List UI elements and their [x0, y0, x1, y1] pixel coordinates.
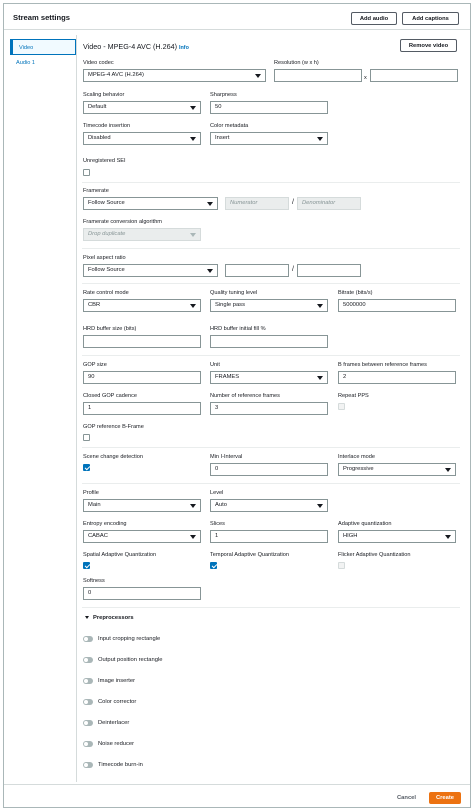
scaling-behavior-select[interactable]: [83, 101, 201, 114]
framerate-select[interactable]: [83, 197, 218, 210]
framerate-conversion-label: Framerate conversion algorithm: [83, 219, 162, 225]
pixel-aspect-ratio-value: Follow Source: [88, 267, 125, 273]
temporal-aq-label: Temporal Adaptive Quantization: [210, 552, 289, 558]
chevron-down-icon: [190, 504, 196, 508]
gop-size-input[interactable]: 90: [83, 371, 201, 384]
quality-tuning-level-label: Quality tuning level: [210, 290, 258, 296]
min-i-interval-label: Min I-Interval: [210, 454, 243, 460]
softness-input[interactable]: 0: [83, 587, 201, 600]
softness-label: Softness: [83, 578, 105, 584]
rate-control-mode-value: CBR: [88, 302, 101, 308]
adaptive-quantization-select[interactable]: [338, 530, 456, 543]
num-reference-frames-input[interactable]: 3: [210, 402, 328, 415]
video-heading: [83, 42, 189, 51]
resolution-label: Resolution (w x h): [274, 60, 319, 66]
adaptive-quantization-label: Adaptive quantization: [338, 521, 392, 527]
unit-value: FRAMES: [215, 374, 240, 380]
info-link[interactable]: Info: [179, 45, 189, 51]
rate-control-mode-select[interactable]: [83, 299, 201, 312]
resolution-separator: x: [364, 75, 367, 81]
chevron-down-icon: [255, 74, 261, 78]
toggle-switch[interactable]: [83, 720, 93, 726]
page-title: Stream settings: [13, 13, 70, 22]
chevron-down-icon: [190, 535, 196, 539]
stream-settings-panel: [3, 3, 471, 808]
spatial-aq-label: Spatial Adaptive Quantization: [83, 552, 157, 558]
pixel-aspect-ratio-select[interactable]: [83, 264, 218, 277]
color-metadata-value: Insert: [215, 135, 230, 141]
video-heading-text: Video - MPEG-4 AVC (H.264): [83, 42, 178, 51]
hrd-initial-fill-label: HRD buffer initial fill %: [210, 326, 266, 332]
repeat-pps-label: Repeat PPS: [338, 393, 369, 399]
toggle-switch[interactable]: [83, 678, 93, 684]
slices-label: Slices: [210, 521, 225, 527]
divider: [82, 483, 460, 484]
preprocessor-label: Color corrector: [98, 699, 137, 705]
spatial-aq-checkbox[interactable]: [83, 562, 90, 569]
remove-video-button[interactable]: Remove video: [400, 39, 457, 52]
preprocessor-label: Image inserter: [98, 678, 136, 684]
sharpness-input[interactable]: 50: [210, 101, 328, 114]
create-button[interactable]: Create: [429, 792, 461, 804]
add-audio-button[interactable]: Add audio: [351, 12, 397, 25]
interlace-mode-select[interactable]: [338, 463, 456, 476]
sharpness-label: Sharpness: [210, 92, 237, 98]
level-value: Auto: [215, 502, 227, 508]
preprocessors-heading: Preprocessors: [93, 615, 134, 621]
gop-reference-bframe-checkbox[interactable]: [83, 434, 90, 441]
preprocessor-label: Output position rectangle: [98, 657, 163, 663]
divider: [82, 248, 460, 249]
framerate-separator: /: [292, 199, 294, 206]
bitrate-input[interactable]: 5000000: [338, 299, 456, 312]
toggle-switch[interactable]: [83, 741, 93, 747]
chevron-down-icon: [317, 376, 323, 380]
framerate-denominator-input[interactable]: Denominator: [297, 197, 361, 210]
video-settings: [76, 35, 465, 782]
b-frames-input[interactable]: 2: [338, 371, 456, 384]
unregistered-sei-label: Unregistered SEI: [83, 158, 126, 164]
hrd-initial-fill-input[interactable]: [210, 335, 328, 348]
gop-size-label: GOP size: [83, 362, 107, 368]
divider: [82, 447, 460, 448]
tab-video[interactable]: Video: [10, 39, 76, 55]
cancel-button[interactable]: Cancel: [397, 795, 417, 801]
chevron-down-icon: [445, 535, 451, 539]
resolution-width-input[interactable]: [274, 69, 362, 82]
entropy-encoding-value: CABAC: [88, 533, 108, 539]
caret-down-icon: [85, 616, 89, 619]
pixel-aspect-ratio-label: Pixel aspect ratio: [83, 255, 126, 261]
closed-gop-cadence-input[interactable]: 1: [83, 402, 201, 415]
chevron-down-icon: [190, 304, 196, 308]
preprocessor-label: Input cropping rectangle: [98, 636, 161, 642]
slices-input[interactable]: 1: [210, 530, 328, 543]
divider: [82, 182, 460, 183]
color-metadata-select[interactable]: [210, 132, 328, 145]
par-denominator-input[interactable]: [297, 264, 361, 277]
temporal-aq-checkbox[interactable]: [210, 562, 217, 569]
scaling-behavior-value: Default: [88, 104, 107, 110]
chevron-down-icon: [207, 202, 213, 206]
hrd-buffer-size-label: HRD buffer size (bits): [83, 326, 137, 332]
framerate-value: Follow Source: [88, 200, 125, 206]
repeat-pps-checkbox[interactable]: [338, 403, 345, 410]
level-select[interactable]: [210, 499, 328, 512]
tab-audio-1[interactable]: Audio 1: [16, 60, 35, 66]
chevron-down-icon: [445, 468, 451, 472]
chevron-down-icon: [317, 304, 323, 308]
scaling-behavior-label: Scaling behavior: [83, 92, 125, 98]
closed-gop-cadence-label: Closed GOP cadence: [83, 393, 138, 399]
b-frames-label: B frames between reference frames: [338, 362, 427, 368]
toggle-switch[interactable]: [83, 636, 93, 642]
toggle-switch[interactable]: [83, 657, 93, 663]
bitrate-label: Bitrate (bits/s): [338, 290, 373, 296]
preprocessors-toggle[interactable]: [85, 615, 134, 621]
chevron-down-icon: [190, 233, 196, 237]
chevron-down-icon: [190, 106, 196, 110]
preprocessor-label: Deinterlacer: [98, 720, 130, 726]
quality-tuning-level-select[interactable]: [210, 299, 328, 312]
unregistered-sei-checkbox[interactable]: [83, 169, 90, 176]
chevron-down-icon: [317, 504, 323, 508]
par-numerator-input[interactable]: [225, 264, 289, 277]
timecode-insertion-label: Timecode insertion: [83, 123, 131, 129]
chevron-down-icon: [317, 137, 323, 141]
preprocessor-label: Timecode burn-in: [98, 762, 143, 768]
add-captions-button[interactable]: Add captions: [402, 12, 459, 25]
num-reference-frames-label: Number of reference frames: [210, 393, 280, 399]
color-metadata-label: Color metadata: [210, 123, 249, 129]
footer: [4, 784, 470, 808]
interlace-mode-label: Interlace mode: [338, 454, 376, 460]
framerate-numerator-input[interactable]: Numerator: [225, 197, 289, 210]
stream-tabs: [10, 39, 76, 71]
flicker-aq-label: Flicker Adaptive Quantization: [338, 552, 411, 558]
toggle-switch[interactable]: [83, 699, 93, 705]
flicker-aq-checkbox[interactable]: [338, 562, 345, 569]
video-codec-label: Video codec: [83, 60, 114, 66]
divider: [82, 355, 460, 356]
toggle-switch[interactable]: [83, 762, 93, 768]
profile-select[interactable]: [83, 499, 201, 512]
profile-label: Profile: [83, 490, 99, 496]
unit-label: Unit: [210, 362, 220, 368]
preprocessor-label: Noise reducer: [98, 741, 135, 747]
resolution-height-input[interactable]: [370, 69, 458, 82]
entropy-encoding-select[interactable]: [83, 530, 201, 543]
scene-change-detection-label: Scene change detection: [83, 454, 144, 460]
level-label: Level: [210, 490, 224, 496]
entropy-encoding-label: Entropy encoding: [83, 521, 127, 527]
video-codec-select[interactable]: [83, 69, 266, 82]
header: [4, 4, 470, 30]
framerate-conversion-value: Drop duplicate: [88, 231, 126, 237]
framerate-conversion-select[interactable]: [83, 228, 201, 241]
hrd-buffer-size-input[interactable]: [83, 335, 201, 348]
timecode-insertion-select[interactable]: [83, 132, 201, 145]
chevron-down-icon: [207, 269, 213, 273]
divider: [82, 607, 460, 608]
timecode-insertion-value: Disabled: [88, 135, 111, 141]
framerate-label: Framerate: [83, 188, 109, 194]
scene-change-detection-checkbox[interactable]: [83, 464, 90, 471]
adaptive-quantization-value: HIGH: [343, 533, 358, 539]
unit-select[interactable]: [210, 371, 328, 384]
quality-tuning-level-value: Single pass: [215, 302, 245, 308]
gop-reference-bframe-label: GOP reference B-Frame: [83, 424, 144, 430]
min-i-interval-input[interactable]: 0: [210, 463, 328, 476]
divider: [82, 283, 460, 284]
profile-value: Main: [88, 502, 101, 508]
par-separator: /: [292, 266, 294, 273]
chevron-down-icon: [190, 137, 196, 141]
rate-control-mode-label: Rate control mode: [83, 290, 129, 296]
video-codec-value: MPEG-4 AVC (H.264): [88, 72, 144, 78]
interlace-mode-value: Progressive: [343, 466, 374, 472]
